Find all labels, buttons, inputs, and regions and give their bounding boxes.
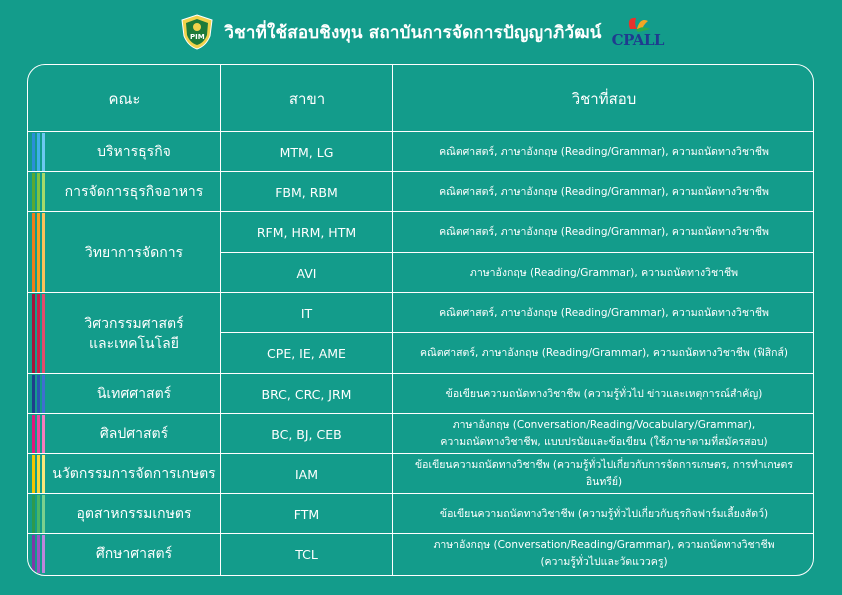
faculty-color-stripe: [32, 173, 35, 211]
faculty-color-stripe: [37, 375, 40, 413]
subjects-cell: ภาษาอังกฤษ (Reading/Grammar), ความถนัดทางวิชาชีพ: [469, 266, 739, 279]
subjects-cell: ภาษาอังกฤษ (Conversation/Reading/Vocabulary/Grammar), ความถนัดทางวิชาชีพ, แบบปรนัยและข้อเขียน (ใช้ภาษาตามที่สมัครสอบ): [440, 419, 768, 448]
major-cell: TCL: [295, 546, 318, 562]
subjects-cell: ข้อเขียนความถนัดทางวิชาชีพ (ความรู้ทั่วไปเกี่ยวกับการจัดการเกษตร, การทำเกษตรอินทรีย์): [415, 459, 793, 488]
cpall-logo-text: CPALL: [611, 31, 664, 49]
major-cell: RFM, HRM, HTM: [256, 225, 357, 240]
major-cell: MTM, LG: [279, 144, 334, 160]
faculty-color-stripe: [37, 173, 40, 211]
major-cell: CPE, IE, AME: [267, 346, 346, 361]
major-cell: AVI: [296, 265, 317, 281]
major-cell: FTM: [293, 506, 320, 522]
faculty-color-stripe: [32, 415, 35, 453]
faculty-cell: การจัดการธุรกิจอาหาร: [64, 184, 204, 200]
faculty-color-stripe: [37, 535, 40, 573]
faculty-color-stripe: [42, 495, 45, 533]
faculty-color-stripe: [32, 294, 35, 373]
subjects-cell: คณิตศาสตร์, ภาษาอังกฤษ (Reading/Grammar), ความถนัดทางวิชาชีพ: [439, 306, 769, 319]
faculty-color-stripe: [42, 455, 45, 493]
major-cell: BRC, CRC, JRM: [261, 386, 352, 402]
faculty-color-stripe: [32, 213, 35, 292]
faculty-color-stripe: [37, 455, 40, 493]
faculty-color-stripe: [32, 455, 35, 493]
faculty-color-stripe: [42, 294, 45, 373]
faculty-color-stripe: [42, 133, 45, 171]
subjects-cell: ภาษาอังกฤษ (Conversation/Reading/Grammar), ความถนัดทางวิชาชีพ (ความรู้ทั่วไปและวัดแววครู): [433, 539, 775, 568]
faculty-cell: นิเทศศาสตร์: [96, 386, 172, 402]
faculty-color-stripe: [32, 535, 35, 573]
faculty-color-stripe: [42, 415, 45, 453]
subjects-cell: ข้อเขียนความถนัดทางวิชาชีพ (ความรู้ทั่วไปเกี่ยวกับธุรกิจฟาร์มเลี้ยงสัตว์): [439, 507, 769, 520]
major-cell: FBM, RBM: [275, 184, 338, 200]
faculty-color-stripe: [42, 375, 45, 413]
faculty-cell: อุตสาหกรรมเกษตร: [76, 506, 192, 522]
page-header: [0, 0, 842, 64]
subjects-cell: คณิตศาสตร์, ภาษาอังกฤษ (Reading/Grammar), ความถนัดทางวิชาชีพ: [439, 145, 769, 158]
faculty-cell: วิศวกรรมศาสตร์ และเทคโนโลยี: [84, 315, 184, 352]
cpall-logo: [612, 15, 662, 49]
major-cell: IT: [300, 305, 313, 321]
faculty-color-stripe: [32, 375, 35, 413]
page-title: วิชาที่ใช้สอบชิงทุน สถาบันการจัดการปัญญาภิวัฒน์: [224, 22, 602, 43]
exam-subject-table: [27, 64, 814, 576]
faculty-color-stripe: [32, 133, 35, 171]
faculty-color-stripe: [37, 133, 40, 171]
subjects-cell: ข้อเขียนความถนัดทางวิชาชีพ (ความรู้ทั่วไป ข่าวและเหตุการณ์สำคัญ): [445, 387, 763, 400]
faculty-color-stripe: [42, 535, 45, 573]
major-cell: IAM: [294, 466, 319, 482]
faculty-color-stripe: [37, 294, 40, 373]
faculty-cell: ศิลปศาสตร์: [99, 426, 169, 442]
faculty-color-stripe: [32, 495, 35, 533]
pim-logo: [180, 14, 214, 50]
faculty-cell: ศึกษาศาสตร์: [95, 546, 173, 562]
subjects-cell: คณิตศาสตร์, ภาษาอังกฤษ (Reading/Grammar), ความถนัดทางวิชาชีพ: [439, 226, 769, 238]
pim-logo-text: PIM: [190, 33, 205, 41]
faculty-cell: บริหารธุรกิจ: [97, 144, 171, 160]
faculty-color-stripe: [42, 213, 45, 292]
subjects-cell: คณิตศาสตร์, ภาษาอังกฤษ (Reading/Grammar), ความถนัดทางวิชาชีพ: [439, 185, 769, 198]
column-header-major: สาขา: [288, 89, 326, 108]
faculty-color-stripe: [42, 173, 45, 211]
column-header-faculty: คณะ: [108, 89, 141, 108]
major-cell: BC, BJ, CEB: [271, 426, 342, 442]
faculty-color-stripe: [37, 415, 40, 453]
faculty-cell: นวัตกรรมการจัดการเกษตร: [52, 466, 216, 482]
faculty-cell: วิทยาการจัดการ: [84, 244, 184, 261]
faculty-color-stripe: [37, 495, 40, 533]
column-header-subjects: วิชาที่สอบ: [571, 89, 637, 108]
subjects-cell: คณิตศาสตร์, ภาษาอังกฤษ (Reading/Grammar), ความถนัดทางวิชาชีพ (ฟิสิกส์): [420, 347, 788, 359]
faculty-color-stripe: [37, 213, 40, 292]
